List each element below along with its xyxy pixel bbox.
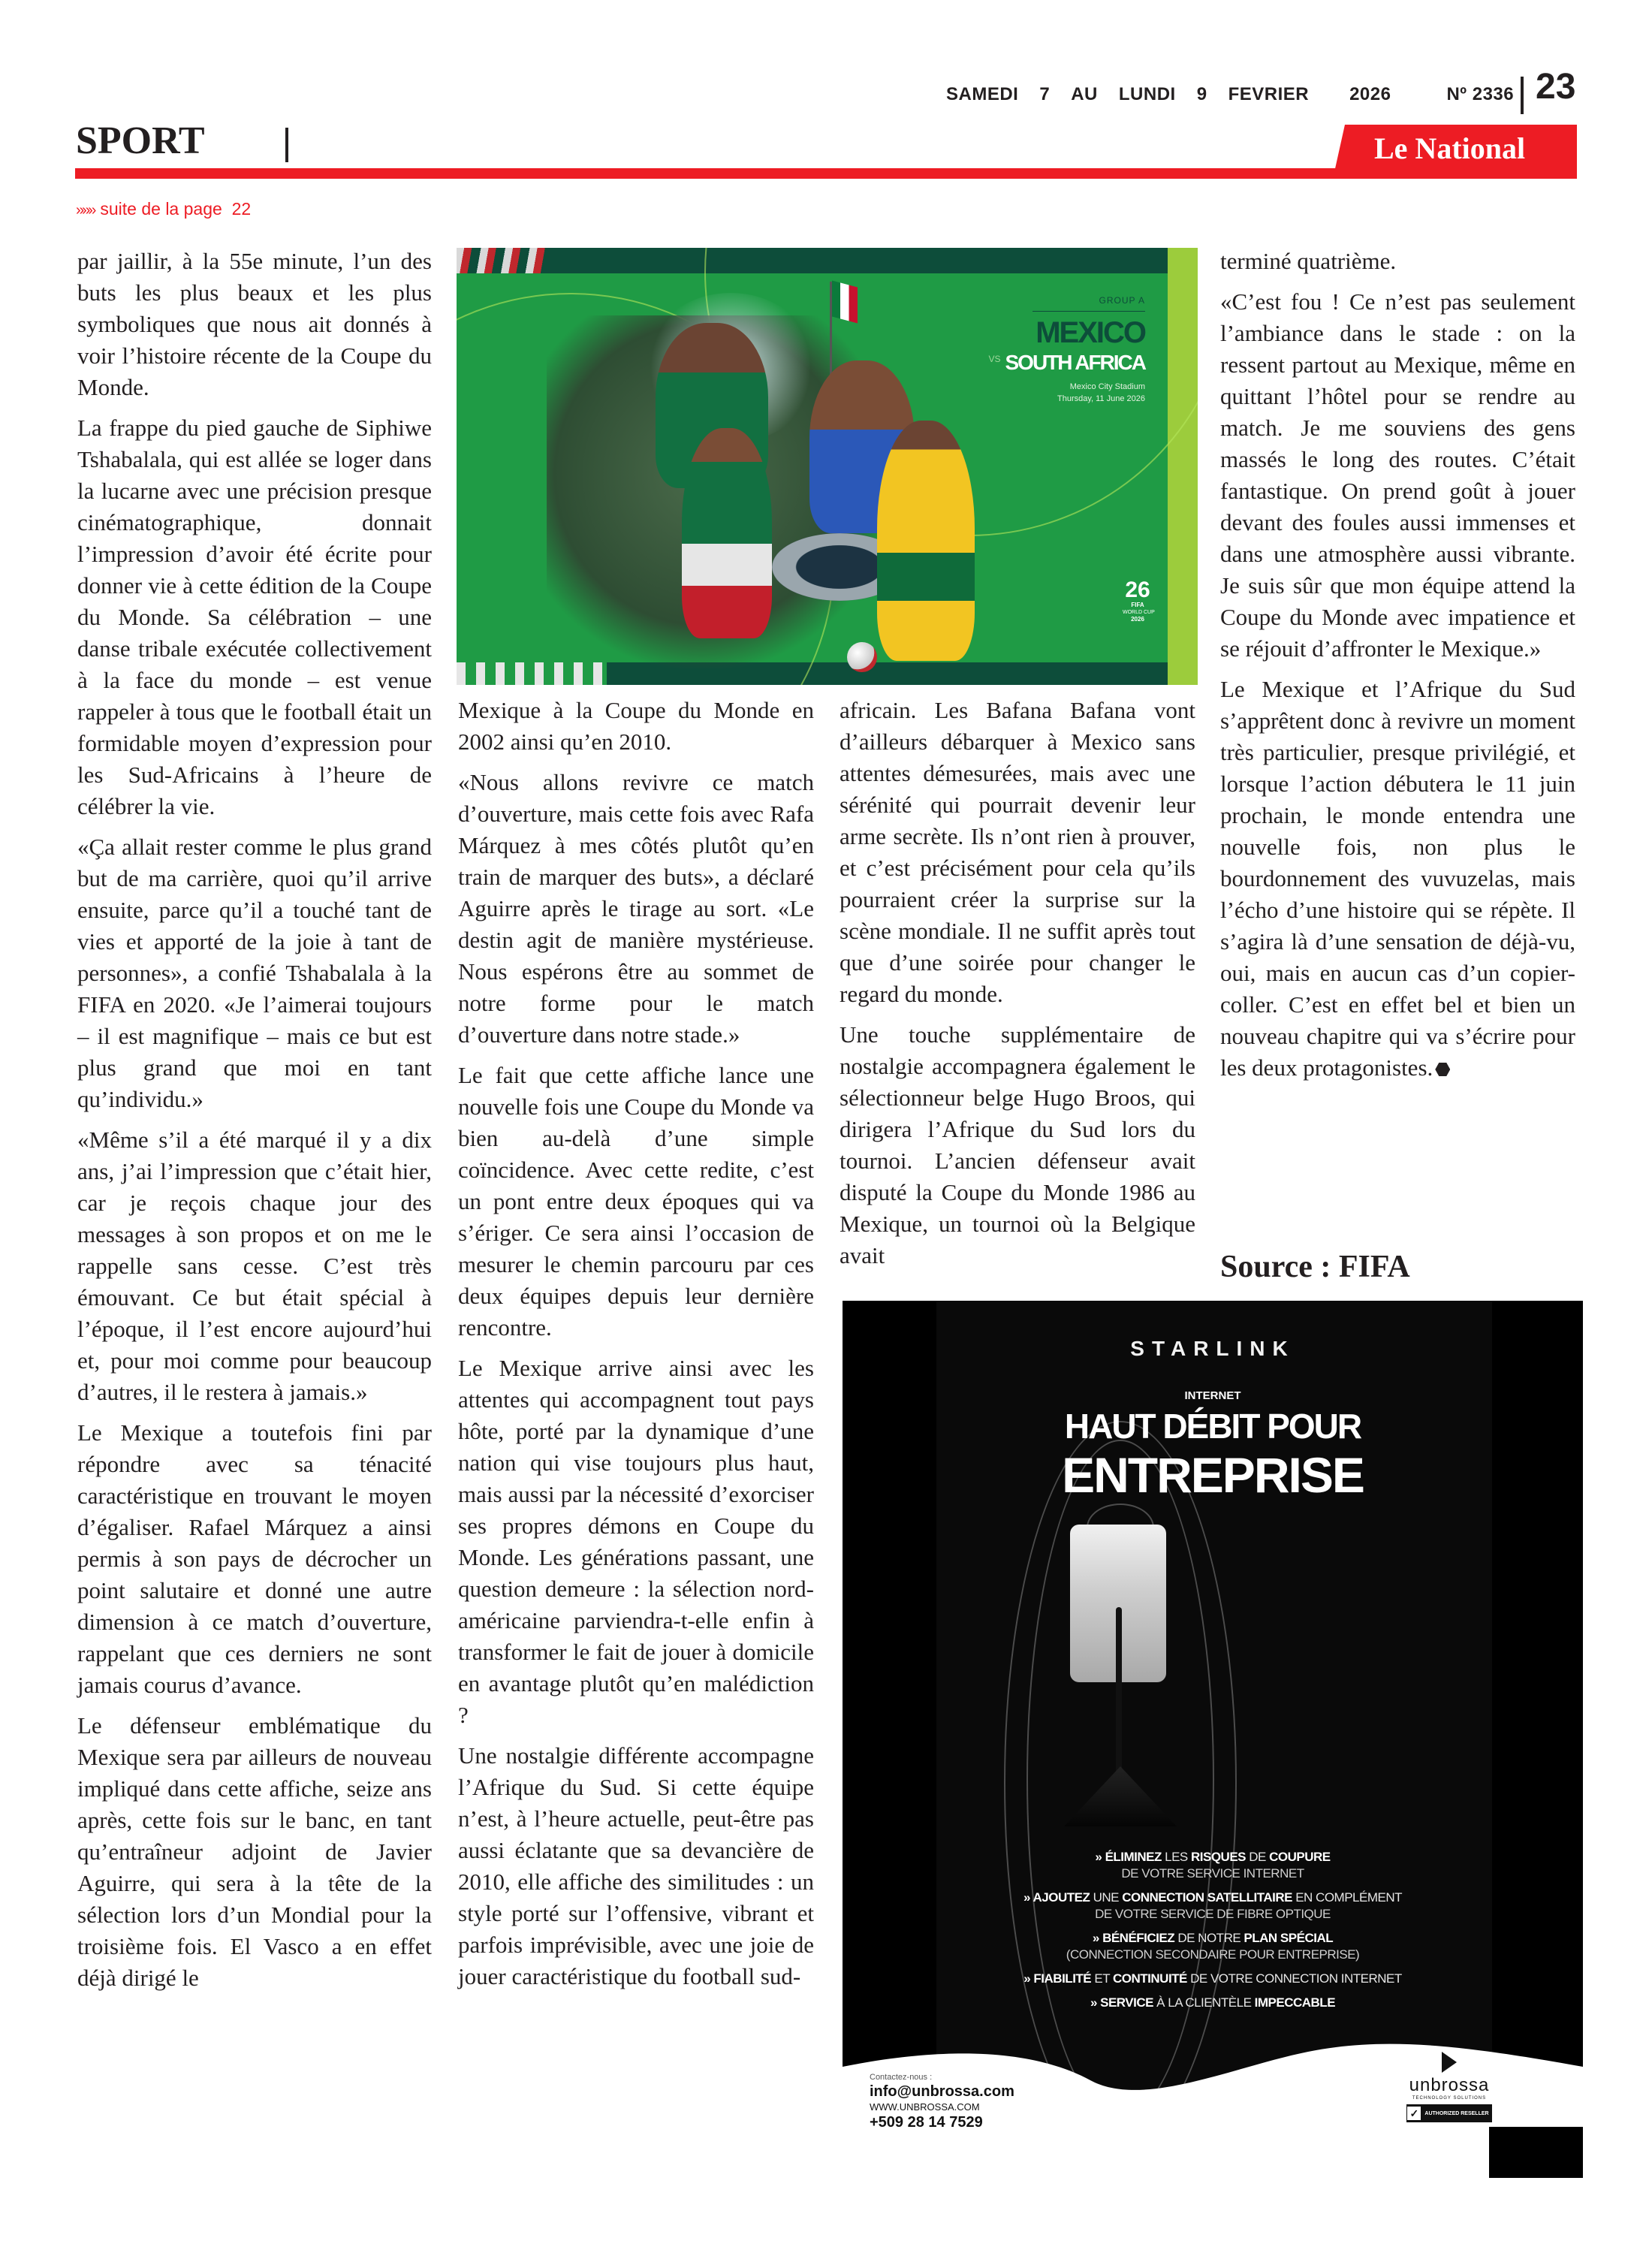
football-icon bbox=[847, 642, 877, 672]
date-day-end: LUNDI bbox=[1118, 84, 1176, 104]
paragraph: Une nostalgie différente accompagne l’Afrique du Sud. Si cette équipe n’est, à l’heure actuelle, peut-être pas aussi éclatante que sa devancière de 2010, elle affiche des similitudes : un style porté sur l’offensive, vibrant et parfois imprévisible, avec une joie de jouer caractéristique du football sud- bbox=[458, 1742, 814, 1989]
ad-feature-subline: (CONNECTION SECONDAIRE POUR ENTREPRISE) bbox=[1066, 1947, 1360, 1962]
ad-feature-list bbox=[843, 1849, 1583, 2019]
ad-feature-emphasis: BÉNÉFICIEZ bbox=[1102, 1931, 1175, 1945]
ad-feature-line bbox=[843, 1930, 1583, 1947]
ad-feature-emphasis: CONNECTION SATELLITAIRE bbox=[1122, 1890, 1292, 1905]
ad-feature-emphasis: FIABILITÉ bbox=[1033, 1971, 1092, 1986]
article-column-2 bbox=[458, 695, 814, 2001]
contact-email[interactable]: info@unbrossa.com bbox=[870, 2083, 1014, 2100]
source-credit: Source : FIFA bbox=[1220, 1250, 1410, 1284]
logo-name: unbrossa bbox=[1409, 2075, 1490, 2095]
player-south-africa-action bbox=[877, 421, 975, 661]
ad-feature-emphasis: PLAN SPÉCIAL bbox=[1244, 1931, 1334, 1945]
date-num-start: 7 bbox=[1039, 84, 1051, 104]
ad-feature-text: DE VOTRE CONNECTION INTERNET bbox=[1186, 1971, 1402, 1986]
ad-feature-emphasis: ÉLIMINEZ bbox=[1105, 1850, 1162, 1864]
ad-corner bbox=[1489, 2127, 1583, 2178]
paragraph: Le Mexique a toutefois fini par répondre avec sa ténacité caractéristique en trouvant le moyen d’égaliser. Rafael Márquez a ainsi permis à son pays de décrocher un point salutaire et donné une autre dimension à ce match d’ouverture, rappelant que ces derniers ne sont jamais courus d’avance. bbox=[77, 1419, 432, 1698]
match-poster-image bbox=[457, 248, 1198, 685]
bullet-chevron-icon: » bbox=[1023, 1890, 1033, 1905]
page-number: 23 bbox=[1536, 67, 1576, 107]
ad-feature bbox=[843, 1995, 1583, 2011]
contact-label: Contactez-nous : bbox=[870, 2073, 933, 2082]
poster-group: GROUP A bbox=[1032, 294, 1145, 312]
page-number-divider bbox=[1521, 77, 1524, 114]
poster-venue: Mexico City Stadium bbox=[1069, 382, 1145, 391]
checkmark-icon: ✓ bbox=[1406, 2106, 1421, 2121]
contact-website[interactable]: WWW.UNBROSSA.COM bbox=[870, 2101, 980, 2113]
poster-date: Thursday, 11 June 2026 bbox=[1057, 394, 1145, 403]
continued-arrows-icon: »»» bbox=[76, 202, 95, 219]
ad-headline: HAUT DÉBIT POUR bbox=[1064, 1407, 1361, 1446]
paragraph: Le fait que cette affiche lance une nouvelle fois une Coupe du Monde va bien au-delà d’une simple coïncidence. Avec cette redite, c’est un pont entre deux époques qui va s’ériger. Ce sera ainsi l’occasion de mesurer le chemin parcouru par ces deux équipes depuis leur dernière rencontre. bbox=[458, 1062, 814, 1341]
ad-feature bbox=[843, 1930, 1583, 1963]
date-month: FEVRIER bbox=[1228, 84, 1310, 104]
ad-feature bbox=[843, 1890, 1583, 1923]
starlink-advertisement[interactable] bbox=[843, 1301, 1583, 2178]
continued-text: suite de la page bbox=[100, 199, 222, 219]
bullet-chevron-icon: » bbox=[1092, 1931, 1103, 1945]
ad-feature-subline: DE VOTRE SERVICE DE FIBRE OPTIQUE bbox=[1095, 1907, 1331, 1921]
ad-feature-emphasis: COUPURE bbox=[1269, 1850, 1331, 1864]
paragraph: par jaillir, à la 55e minute, l’un des buts les plus beaux et les plus symboliques que nous ait donnés à voir l’histoire récente de la Coupe du Monde. bbox=[77, 248, 432, 400]
unbrossa-logo bbox=[1404, 2052, 1494, 2122]
continued-page: 22 bbox=[231, 199, 252, 219]
article-column-3 bbox=[840, 695, 1195, 1301]
section-divider bbox=[285, 128, 288, 162]
reseller-badge bbox=[1406, 2104, 1491, 2122]
ad-feature-text: ET bbox=[1091, 1971, 1114, 1986]
continued-from-link[interactable] bbox=[76, 199, 251, 219]
logo-org: FIFA bbox=[1131, 602, 1144, 608]
poster-pattern bbox=[457, 248, 547, 273]
date-num-end: 9 bbox=[1196, 84, 1207, 104]
paragraph: africain. Les Bafana Bafana vont d’ailleurs débarquer à Mexico sans attentes démesurées, mais avec une sérénité qui pourrait devenir leur arme secrète. Ils n’ont rien à prouver, et c’est précisément pour cela qu’ils pourraient créer la surprise sur la scène mondiale. Il ne suffit après tout que d’une soirée pour changer le regard du monde. bbox=[840, 697, 1195, 1007]
paragraph: La frappe du pied gauche de Siphiwe Tshabalala, qui est allée se loger dans la lucarne avec une précision presque cinématographique, donnait l’impression d’avoir été écrite pour donner vie à cette édition de la Coupe du Monde. Sa célébration – une danse tribale exécutée collectivement à la face du monde – est venue rappeler à tous que le football était un formidable moyen d’expression pour les Sud-Africains à l’heure de célébrer la vie. bbox=[77, 415, 432, 819]
ad-feature-line bbox=[843, 1849, 1583, 1865]
ad-kicker: INTERNET bbox=[1184, 1389, 1241, 1402]
ad-feature-line bbox=[843, 1890, 1583, 1906]
publication-name: Le National bbox=[1374, 131, 1526, 165]
ad-feature-emphasis: AJOUTEZ bbox=[1032, 1890, 1090, 1905]
play-icon bbox=[1442, 2052, 1457, 2073]
ad-feature bbox=[843, 1849, 1583, 1882]
bullet-chevron-icon: » bbox=[1090, 1995, 1101, 2010]
ad-brand: STARLINK bbox=[1130, 1337, 1295, 1360]
mexico-flag-icon bbox=[832, 280, 858, 323]
paragraph: «Nous allons revivre ce match d’ouverture, mais cette fois avec Rafa Márquez à mes côtés plutôt qu’en train de marquer des buts», a déclaré Aguirre après le tirage au sort. «Le destin agit de manière mystérieuse. Nous espérons être au sommet de notre forme pour le match d’ouverture dans notre stade.» bbox=[458, 769, 814, 1048]
section-title: SPORT bbox=[76, 119, 205, 162]
poster-vs-row bbox=[988, 351, 1145, 375]
logo-number: 26 bbox=[1125, 578, 1150, 602]
date-year: 2026 bbox=[1349, 84, 1391, 104]
ad-feature-line bbox=[843, 1995, 1583, 2011]
ad-feature-emphasis: CONTINUITÉ bbox=[1113, 1971, 1187, 1986]
paragraph: Mexique à la Coupe du Monde en 2002 ainsi qu’en 2010. bbox=[458, 697, 814, 755]
issue-number: Nº 2336 bbox=[1446, 84, 1515, 104]
world-cup-logo-icon bbox=[1123, 579, 1153, 623]
poster-team-b: SOUTH AFRICA bbox=[1005, 351, 1145, 374]
bullet-chevron-icon: » bbox=[1023, 1971, 1034, 1986]
poster-match-info bbox=[972, 294, 1145, 405]
date-au: AU bbox=[1071, 84, 1098, 104]
paragraph bbox=[1220, 674, 1575, 1084]
paragraph: Une touche supplémentaire de nostalgie accompagnera également le sélectionneur belge Hugo Broos, qui dirigera l’Afrique du Sud lors du tournoi. L’ancien défenseur avait disputé la Coupe du Monde 1986 au Mexique, un tournoi où la Belgique avait bbox=[840, 1021, 1195, 1268]
ad-headline: ENTREPRISE bbox=[1062, 1447, 1364, 1503]
paragraph-text: Le Mexique et l’Afrique du Sud s’apprêtent donc à revivre un moment très particulier, presque privilégié, et lorsque l’action débutera le 11 juin prochain, le monde entendra une nouvelle fois, non plus le bourdonnement des vuvuzelas, mais l’écho d’une histoire qui se répète. Il s’agira là d’une sensation de déjà-vu, oui, mais en aucun cas d’un copier-coller. C’est en effet bel et bien un nouveau chapitre qui va s’écrire pour les deux protagonistes. bbox=[1220, 676, 1575, 1081]
paragraph: «C’est fou ! Ce n’est pas seulement l’ambiance dans le stade : on la ressent partout au Mexique, même en quittant l’hôtel pour se rendre au match. Je me souviens des gens massés le long des routes. C’était fantastique. On prend goût à jouer devant des foules aussi immenses et dans une atmosphère aussi vibrante. Je suis sûr que mon équipe attend la Coupe du Monde avec impatience et se réjouit d’affronter le Mexique.» bbox=[1220, 288, 1575, 662]
ad-feature-text: DE NOTRE bbox=[1174, 1931, 1244, 1945]
ad-feature-emphasis: SERVICE bbox=[1100, 1995, 1153, 2010]
ad-feature-text: EN COMPLÉMENT bbox=[1292, 1890, 1403, 1905]
paragraph: Le défenseur emblématique du Mexique sera par ailleurs de nouveau impliqué dans cette affiche, seize ans après, cette fois sur le banc, en tant qu’entraîneur adjoint de Javier Aguirre, qui sera à la tête de la sélection lors d’un Mondial pour la troisième fois. El Vasco a en effet déjà dirigé le bbox=[77, 1712, 432, 1991]
ad-contact bbox=[870, 2072, 1014, 2131]
ad-feature-emphasis: IMPECCABLE bbox=[1254, 1995, 1336, 2010]
paragraph: «Ça allait rester comme le plus grand but de ma carrière, quoi qu’il arrive ensuite, parce qu’il a touché tant de vies et apporté de la joie à tant de personnes», a confié Tshabalala à la FIFA en 2020. «Je l’aimerai toujours – il est magnifique – mais ce but est plus grand que moi en tant qu’individu.» bbox=[77, 834, 432, 1112]
logo-tagline: TECHNOLOGY SOLUTIONS bbox=[1412, 2096, 1487, 2101]
ad-feature-subline: DE VOTRE SERVICE INTERNET bbox=[1121, 1866, 1304, 1881]
contact-phone[interactable]: +509 28 14 7529 bbox=[870, 2114, 983, 2131]
logo-edition: WORLD CUP bbox=[1123, 610, 1155, 615]
player-mexico-action bbox=[682, 428, 772, 638]
poster-team-a: MEXICO bbox=[1036, 316, 1145, 349]
paragraph: terminé quatrième. bbox=[1220, 248, 1397, 274]
poster-vs: VS bbox=[988, 354, 1001, 364]
paragraph: Le Mexique arrive ainsi avec les attentes qui accompagnent tout pays hôte, porté par la dynamique d’une nation qui vise toujours plus haut, mais aussi par la nécessité d’exorciser ses propres démons en Coupe du Monde. Les générations passant, une question demeure : la sélection nord-américaine parviendra-t-elle enfin à transformer le fait de jouer à domicile en avantage plutôt qu’en malédiction ? bbox=[458, 1355, 814, 1728]
hexagon-end-mark-icon bbox=[1435, 1063, 1450, 1076]
article-column-4 bbox=[1220, 246, 1575, 1093]
reseller-text: AUTHORIZED RESELLER bbox=[1424, 2110, 1489, 2116]
bullet-chevron-icon: » bbox=[1095, 1850, 1105, 1864]
dateline bbox=[946, 84, 1535, 105]
ad-feature-text: DE bbox=[1246, 1850, 1270, 1864]
ad-feature-text: LES bbox=[1161, 1850, 1191, 1864]
article-column-1 bbox=[77, 246, 432, 2003]
paragraph: «Même s’il a été marqué il y a dix ans, j’ai l’impression que c’était hier, car je reçois chaque jour des messages à son propos et on me le rappelle sans cesse. C’est très émouvant. Ce but était spécial à l’époque, il l’est encore aujourd’hui et, pour moi comme pour beaucoup d’autres, il le restera à jamais.» bbox=[77, 1126, 432, 1405]
ad-feature-emphasis: RISQUES bbox=[1191, 1850, 1247, 1864]
ad-feature-text: UNE bbox=[1090, 1890, 1123, 1905]
logo-year: 2026 bbox=[1131, 616, 1144, 623]
ad-feature-line bbox=[843, 1971, 1583, 1987]
date-day-start: SAMEDI bbox=[946, 84, 1019, 104]
ad-feature-text: À LA CLIENTÈLE bbox=[1153, 1995, 1255, 2010]
ad-feature bbox=[843, 1971, 1583, 1987]
